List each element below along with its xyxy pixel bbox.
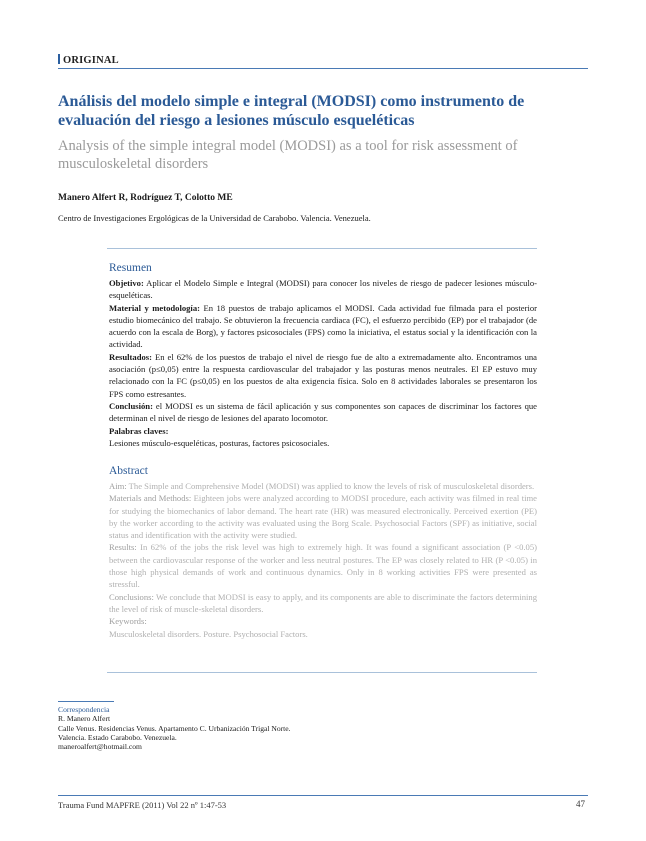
abstract-paragraph [109, 480, 537, 492]
section-tag [58, 54, 119, 66]
resumen-heading: Resumen [109, 262, 152, 274]
paragraph-label: Keywords: [109, 616, 147, 627]
resumen-paragraph [109, 351, 537, 400]
resumen-paragraph [109, 437, 537, 449]
paragraph-text: En el 62% de los puestos de trabajo el nivel de riesgo fue de alto a extremadamente alto. Encontramos una asociación (p≤0,05) entre la respuesta cardiovascular del trabajador y las posturas menos neutrales. El EP estuvo muy relacionado con la FC (p≤0,05) en los puestos de alta exigencia física. Solo en 8 actividades laborales se presentaron los FPS como estresantes. [109, 351, 537, 399]
abstract-bottom-divider [107, 672, 537, 673]
correspondence-city: Valencia. Estado Carabobo. Venezuela. [58, 732, 177, 742]
page-number: 47 [576, 799, 585, 809]
abstract-paragraph [109, 615, 537, 627]
paragraph-text: Musculoskeletal disorders. Posture. Psychosocial Factors. [109, 628, 308, 639]
footer-divider [58, 795, 588, 796]
paragraph-text: Eighteen jobs were analyzed according to MODSI procedure, each activity was filmed in real time for studying the biomechanics of labor demand. The heart rate (HR) was measured electronically. Perceived exertion (PE) by the worker according to the activity was evaluated using the Borg Scale. Psychosocial Factors (SPF) as initiative, social status and identification with the activity were studied. [109, 493, 537, 541]
paragraph-label: Resultados: [109, 351, 152, 362]
section-marker [58, 54, 60, 64]
paragraph-label: Materials and Methods: [109, 493, 192, 504]
paragraph-label: Conclusión: [109, 400, 153, 411]
abstract-paragraph [109, 628, 537, 640]
paragraph-text: Lesiones músculo-esqueléticas, posturas, factores psicosociales. [109, 437, 330, 448]
paragraph-label: Objetivo: [109, 278, 144, 288]
abstract-heading: Abstract [109, 465, 148, 477]
abstract-body [109, 480, 537, 640]
paragraph-label: Material y metodología: [109, 302, 200, 313]
paragraph-label: Results: [109, 542, 137, 553]
title-spanish: Análisis del modelo simple e integral (MODSI) como instrumento de evaluación del riesgo a lesiones músculo esqueléticas [58, 93, 525, 129]
paragraph-text: We conclude that MODSI is easy to apply, and its components are able to discriminate the factors determining the level of risk of muscle-skeletal disorders. [109, 591, 537, 614]
correspondence-divider [58, 701, 114, 702]
resumen-paragraph [109, 277, 537, 302]
abstract-paragraph [109, 591, 537, 616]
resumen-paragraph [109, 400, 537, 425]
paragraph-text: el MODSI es un sistema de fácil aplicación y sus componentes son capaces de discriminar los factores que determinan el nivel de riesgo de lesiones del aparato locomotor. [109, 400, 537, 424]
resumen-paragraph [109, 425, 537, 437]
authors: Manero Alfert R, Rodríguez T, Colotto ME [58, 193, 233, 203]
correspondence-label: Correspondencia [58, 705, 110, 714]
paragraph-text: En 18 puestos de trabajo aplicamos el MODSI. Cada actividad fue filmada para el posterior estudio biomecánico del trabajo. Se obtuvieron la frecuencia cardiaca (FC), el esfuerzo percibido (EP) por el trabajador (de acuerdo con la escala de Borg), y factores psicosociales (FPS) como la iniciativa, el estatus social y la identificación con la actividad. [109, 302, 537, 350]
correspondence-address: Calle Venus. Residencias Venus. Apartamento C. Urbanización Trigal Norte. [58, 723, 291, 733]
top-divider [58, 68, 588, 69]
paragraph-label: Conclusions: [109, 591, 154, 602]
correspondence [58, 705, 291, 751]
abstract-paragraph [109, 492, 537, 541]
title-english: Analysis of the simple integral model (MODSI) as a tool for risk assessment of musculoskeletal disorders [58, 138, 518, 172]
correspondence-email[interactable]: maneroalfert@hotmail.com [58, 742, 142, 752]
paragraph-label: Palabras claves: [109, 425, 169, 436]
abstract-paragraph [109, 541, 537, 590]
section-tag-label: ORIGINAL [63, 55, 119, 66]
paragraph-label: Aim: [109, 481, 127, 491]
abstract-top-divider [107, 248, 537, 249]
paragraph-text: Aplicar el Modelo Simple e Integral (MODSI) para conocer los niveles de riesgo de padecer lesiones músculo-esqueléticas. [109, 278, 537, 301]
correspondence-name: R. Manero Alfert [58, 714, 111, 724]
resumen-body [109, 277, 537, 449]
resumen-paragraph [109, 302, 537, 351]
affiliation: Centro de Investigaciones Ergológicas de la Universidad de Carabobo. Valencia. Venezuela. [58, 213, 371, 223]
footer-journal-citation: Trauma Fund MAPFRE (2011) Vol 22 nº 1:47-53 [58, 800, 227, 810]
paragraph-text: In 62% of the jobs the risk level was high to extremely high. It was found a significant association (P <0.05) between the cardiovascular response of the worker and less neutral postures. The EP was closely related to HR (P <0.05) in those high physical demands of work and continuous dynamics. Only in 8 working activities FPS were presented as stressful. [109, 542, 537, 590]
paragraph-text: The Simple and Comprehensive Model (MODSI) was applied to know the levels of risk of musculoskeletal disorders. [126, 481, 535, 491]
